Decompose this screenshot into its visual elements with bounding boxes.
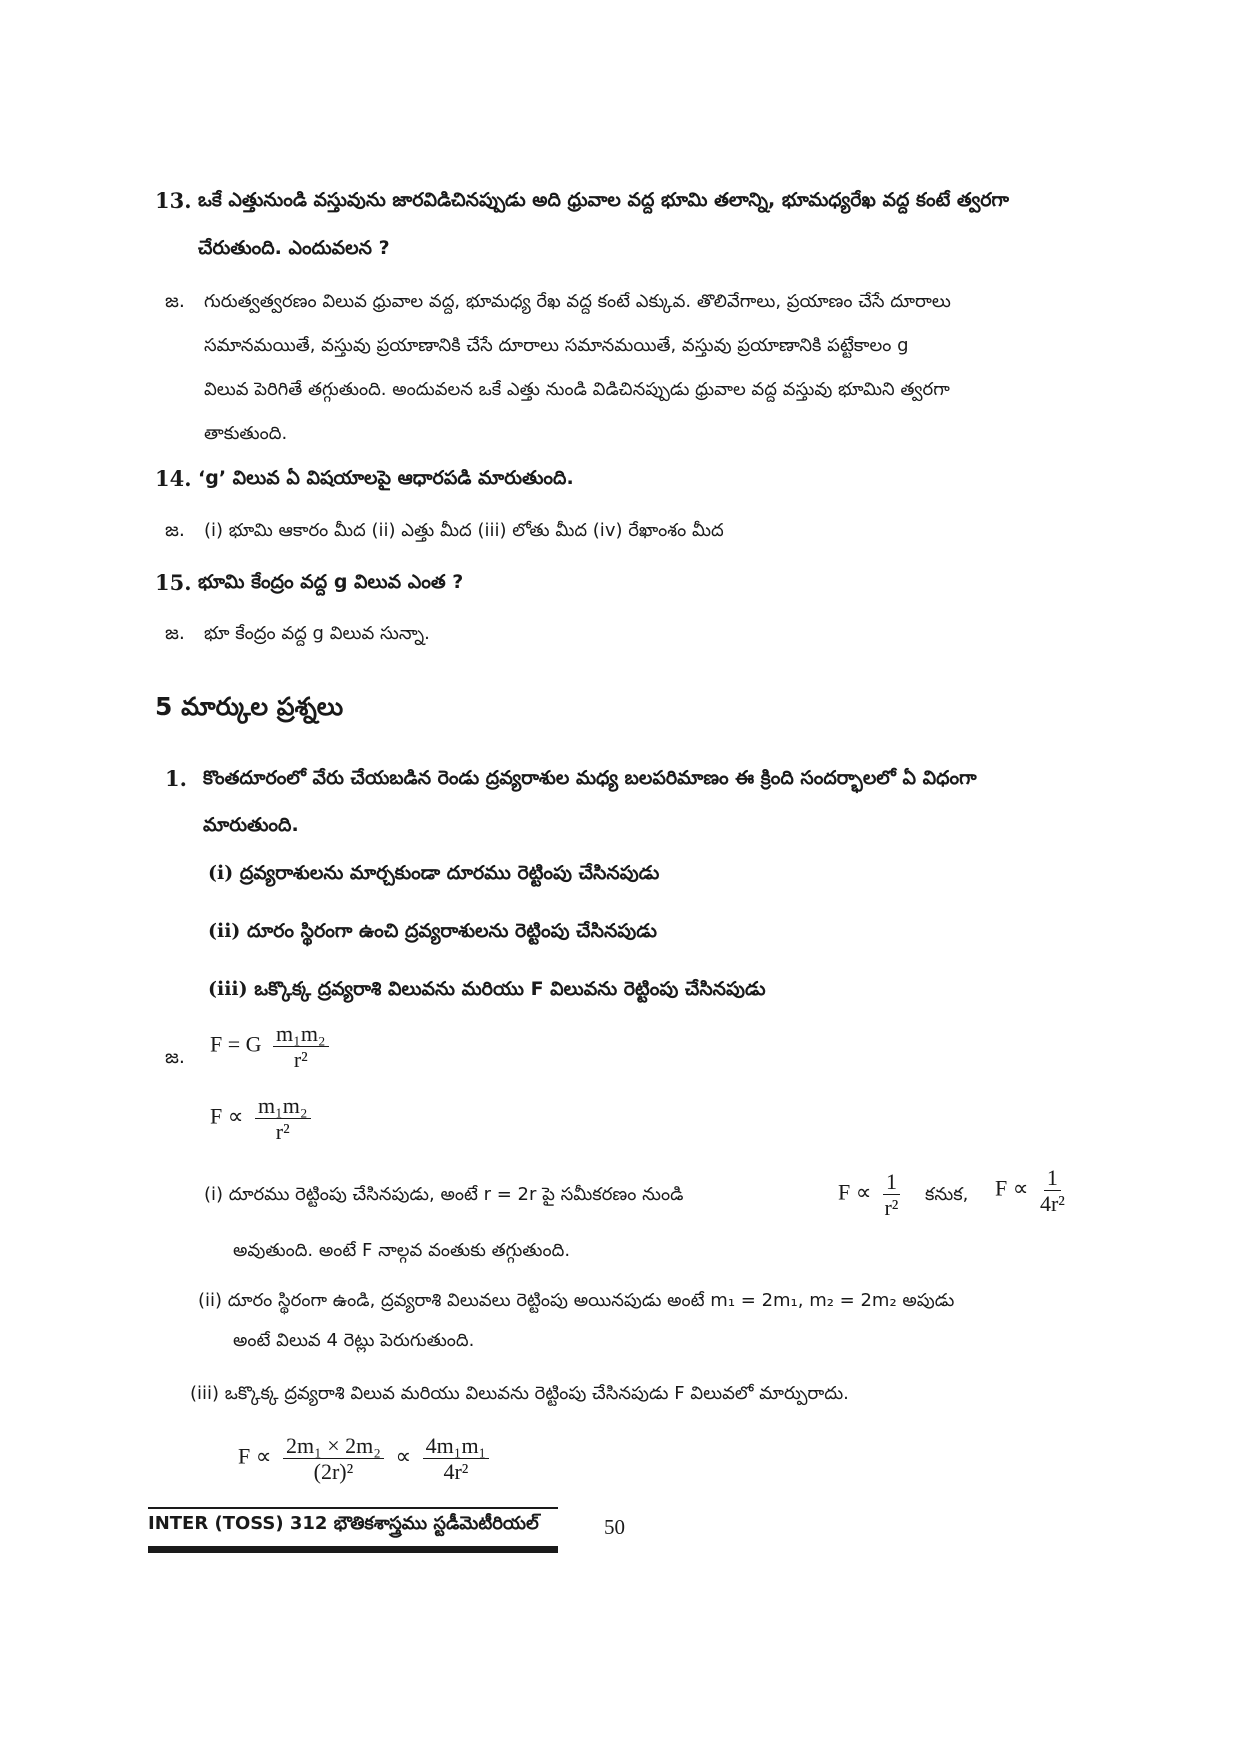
question-number: 15. bbox=[155, 570, 192, 595]
question-text: భూమి కేంద్రం వద్ద g విలువ ఎంత ? bbox=[198, 571, 464, 593]
footer-divider bbox=[148, 1507, 558, 1509]
footer-label: INTER (TOSS) 312 భౌతికశాస్త్రము స్టడీమెటీరియల్ bbox=[148, 1513, 539, 1534]
sub-question bbox=[208, 862, 659, 889]
fraction-numerator: 2m₁ × 2m₂ bbox=[283, 1434, 384, 1459]
fraction-denominator: (2r)² bbox=[313, 1459, 354, 1485]
answer-text: (i) భూమి ఆకారం మీద (ii) ఎత్తు మీద (iii) లోతు మీద (iv) రేఖాంశం మీద bbox=[204, 520, 724, 541]
fraction-denominator: 4r² bbox=[1039, 1191, 1065, 1217]
equation-lhs: F ∝ bbox=[838, 1179, 872, 1205]
fraction bbox=[1040, 1166, 1065, 1215]
fraction-denominator: r² bbox=[275, 1119, 290, 1145]
answer-label: జ. bbox=[165, 622, 185, 644]
equation-lhs: F = G bbox=[210, 1031, 262, 1057]
fraction-numerator: m₁m₂ bbox=[255, 1094, 311, 1119]
sub-question-text: ఒక్కొక్క ద్రవ్యరాశి విలువను మరియు F విలువను రెట్టింపు చేసినపుడు bbox=[254, 978, 766, 1000]
sub-question-number: (i) bbox=[208, 862, 234, 884]
answer-text: (i) దూరము రెట్టింపు చేసినపుడు, అంటే r = 2r పై సమీకరణం నుండి bbox=[204, 1184, 684, 1205]
fraction bbox=[273, 1022, 329, 1071]
question-text: ఒకే ఎత్తునుండి వస్తువును జారవిడిచినప్పుడు అది ధ్రువాల వద్ద భూమి తలాన్ని, భూమధ్యరేఖ వద్ద కంటే త్వరగా bbox=[198, 189, 1010, 211]
question-number: 14. bbox=[155, 466, 192, 491]
fraction bbox=[283, 1434, 384, 1483]
fraction-denominator: 4r² bbox=[443, 1459, 469, 1485]
answer-text: సమానమయితే, వస్తువు ప్రయాణానికి చేసే దూరాలు సమానమయితే, వస్తువు ప్రయాణానికి పట్టేకాలం g bbox=[204, 335, 909, 356]
answer-text: (iii) ఒక్కొక్క ద్రవ్యరాశి విలువ మరియు విలువను రెట్టింపు చేసినపుడు F విలువలో మార్పురాదు. bbox=[190, 1383, 849, 1404]
page-number: 50 bbox=[604, 1515, 625, 1539]
sub-question bbox=[208, 920, 657, 947]
question-text: ‘g’ విలువ ఏ విషయాలపై ఆధారపడి మారుతుంది. bbox=[198, 467, 574, 489]
fraction bbox=[423, 1434, 490, 1483]
question-text: చేరుతుంది. ఎందువలన ? bbox=[198, 237, 390, 259]
equation-doubling bbox=[238, 1434, 495, 1483]
answer-text: భూ కేంద్రం వద్ద g విలువ సున్నా. bbox=[204, 623, 430, 644]
equation-proportional bbox=[210, 1094, 317, 1143]
answer-text: అంటే విలువ 4 రెట్లు పెరుగుతుంది. bbox=[233, 1330, 475, 1351]
fraction-numerator: 4m₁m₁ bbox=[423, 1434, 490, 1459]
answer-label: జ. bbox=[165, 290, 185, 312]
answer-text: (ii) దూరం స్థిరంగా ఉండి, ద్రవ్యరాశి విలువలు రెట్టింపు అయినపుడు అంటే m₁ = 2m₁, m₂ = 2m₂ అపుడు bbox=[198, 1290, 955, 1311]
sub-question bbox=[208, 978, 766, 1005]
equation-lhs: F ∝ bbox=[210, 1103, 244, 1129]
answer-text: విలువ పెరిగితే తగ్గుతుంది. అందువలన ఒకే ఎత్తు నుండి విడిచినప్పుడు ధ్రువాల వద్ద వస్తువు భూమిని త్వరగా bbox=[204, 379, 950, 400]
question-text: కొంతదూరంలో వేరు చేయబడిన రెండు ద్రవ్యరాశుల మధ్య బలపరిమాణం ఈ క్రింది సందర్భాలలో ఏ విధంగా bbox=[203, 767, 977, 789]
answer-text: గురుత్వత్వరణం విలువ ధ్రువాల వద్ద, భూమధ్య రేఖ వద్ద కంటే ఎక్కువ. తొలివేగాలు, ప్రయాణం చేసే దూరాలు bbox=[204, 291, 951, 312]
question-number: 13. bbox=[155, 188, 192, 213]
section-title: 5 మార్కుల ప్రశ్నలు bbox=[155, 692, 344, 721]
equation-gravitation bbox=[210, 1022, 335, 1071]
proportional-sign: ∝ bbox=[395, 1443, 412, 1469]
equation-quarter bbox=[995, 1166, 1071, 1215]
fraction-numerator: 1 bbox=[883, 1170, 900, 1195]
fraction-numerator: m₁m₂ bbox=[273, 1022, 329, 1047]
fraction bbox=[255, 1094, 311, 1143]
equation-inverse-square bbox=[838, 1170, 906, 1219]
question-text: మారుతుంది. bbox=[203, 814, 299, 836]
answer-label: జ. bbox=[165, 519, 185, 541]
sub-question-number: (ii) bbox=[208, 920, 241, 942]
fraction-numerator: 1 bbox=[1044, 1166, 1061, 1191]
sub-question-text: దూరం స్థిరంగా ఉంచి ద్రవ్యరాశులను రెట్టింపు చేసినపుడు bbox=[247, 920, 657, 942]
answer-text: తాకుతుంది. bbox=[204, 423, 288, 444]
fraction-denominator: r² bbox=[293, 1047, 308, 1073]
answer-label: జ. bbox=[165, 1046, 185, 1068]
answer-text: కనుక, bbox=[925, 1184, 969, 1205]
fraction-denominator: r² bbox=[884, 1195, 899, 1221]
sub-question-text: ద్రవ్యరాశులను మార్చకుండా దూరము రెట్టింపు చేసినపుడు bbox=[239, 862, 660, 884]
equation-lhs: F ∝ bbox=[238, 1443, 272, 1469]
equation-lhs: F ∝ bbox=[995, 1175, 1029, 1201]
sub-question-number: (iii) bbox=[208, 978, 248, 1000]
fraction bbox=[883, 1170, 900, 1219]
footer-bar bbox=[148, 1546, 558, 1553]
answer-text: అవుతుంది. అంటే F నాల్గవ వంతుకు తగ్గుతుంది. bbox=[233, 1240, 571, 1261]
question-number: 1. bbox=[165, 766, 187, 791]
